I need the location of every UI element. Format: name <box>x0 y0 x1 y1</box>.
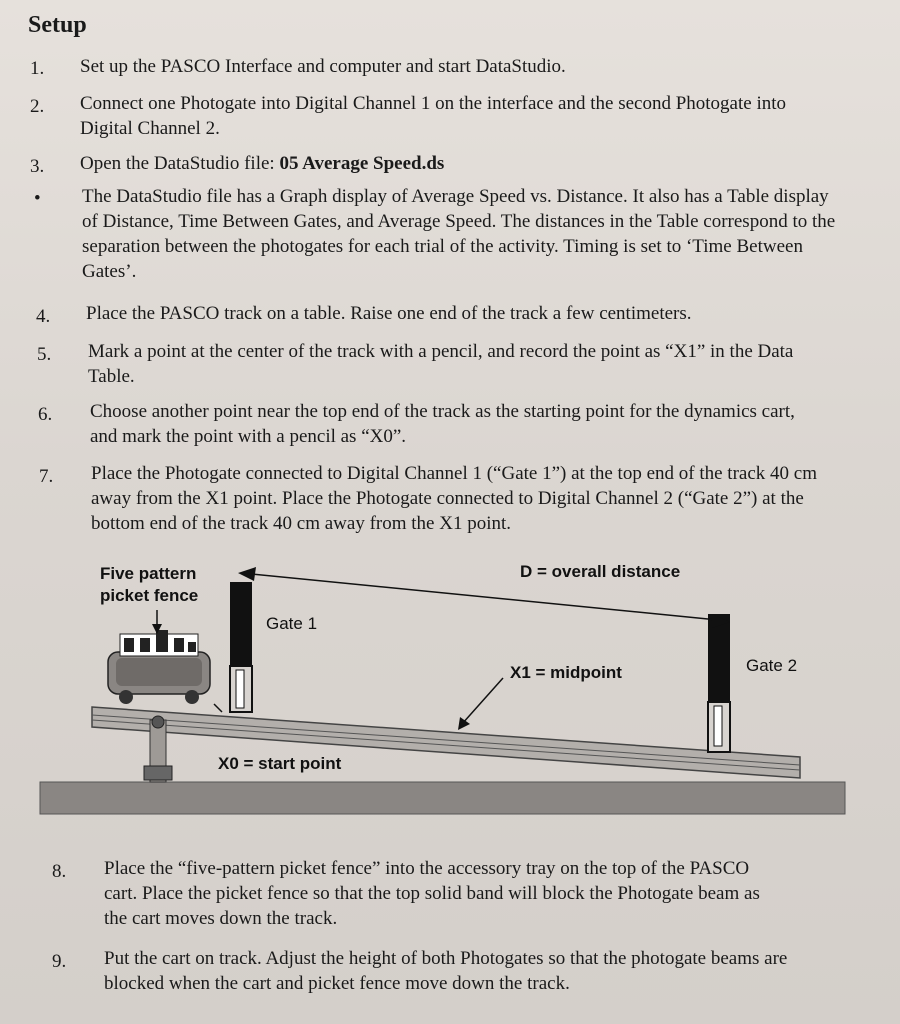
track-groove <box>92 715 800 765</box>
step-text: Put the cart on track. Adjust the height of both Photogates so that the photogate beams are blocked when the cart and picket fence move down the track. <box>104 948 788 994</box>
gate-2-label: Gate 2 <box>746 656 798 675</box>
step-number: 5. <box>37 344 52 365</box>
step-text: Choose another point near the top end of the track as the starting point for the dynamics cart, and mark the point with a pencil as “X0”. <box>90 401 795 447</box>
step-text: Mark a point at the center of the track with a pencil, and record the point as “X1” in the Data Table. <box>88 341 794 387</box>
gate-1-label: Gate 1 <box>266 614 318 633</box>
cart-wheel <box>119 690 133 704</box>
step-text: Place the PASCO track on a table. Raise one end of the track a few centimeters. <box>86 303 692 324</box>
step-number: 3. <box>30 156 45 177</box>
step-number: 7. <box>39 466 54 487</box>
step-text: Place the “five-pattern picket fence” into the accessory tray on the top of the PASCO cart. Place the picket fence so that the top solid band will block the Photogate beam as the cart moves down the track. <box>104 858 760 929</box>
track <box>92 707 800 778</box>
picket-fence-label: picket fence <box>100 586 199 605</box>
step-text: Connect one Photogate into Digital Channel 1 on the interface and the second Photogate into Digital Channel 2. <box>80 93 786 139</box>
step-text-plain: Open the DataStudio file: <box>80 153 280 174</box>
step-text <box>80 151 840 176</box>
gate-1 <box>230 582 252 668</box>
distance-label: D = overall distance <box>520 562 681 581</box>
cart-wheel <box>185 690 199 704</box>
step-number: 8. <box>52 861 67 882</box>
table-surface <box>40 782 845 814</box>
bullet: • <box>34 188 41 209</box>
step-number: 4. <box>36 306 51 327</box>
step-text: The DataStudio file has a Graph display of Average Speed vs. Distance. It also has a Table display of Distance, Time Between Gates, and Average Speed. The distances in the Table correspond to the separation between the photogates for each trial of the activity. Timing is set to ‘Time Between Gates’. <box>82 186 836 282</box>
section-heading: Setup <box>28 12 87 38</box>
file-name: 05 Average Speed.ds <box>279 153 445 174</box>
gate-2 <box>708 614 730 704</box>
track-stand-foot <box>144 766 172 780</box>
step-number: 1. <box>30 58 45 79</box>
stand-knob <box>152 716 164 728</box>
track-groove <box>92 720 800 770</box>
track-setup-diagram <box>0 552 900 822</box>
picket-fence-label: Five pattern <box>100 564 197 583</box>
midpoint-arrow <box>462 678 503 724</box>
step-text: Place the Photogate connected to Digital Channel 1 (“Gate 1”) at the top end of the track 40 cm away from the X1 point. Place the Photogate connected to Digital Channel 2 (“Gate 2”) at the bottom end of the track 40 cm away from the X1 point. <box>91 463 817 534</box>
midpoint-label: X1 = midpoint <box>510 663 622 682</box>
step-text: Set up the PASCO Interface and computer and start DataStudio. <box>80 56 566 77</box>
cart-body <box>116 658 202 686</box>
start-point-label: X0 = start point <box>218 754 342 773</box>
step-number: 2. <box>30 96 45 117</box>
step-number: 9. <box>52 951 67 972</box>
step-number: 6. <box>38 404 53 425</box>
